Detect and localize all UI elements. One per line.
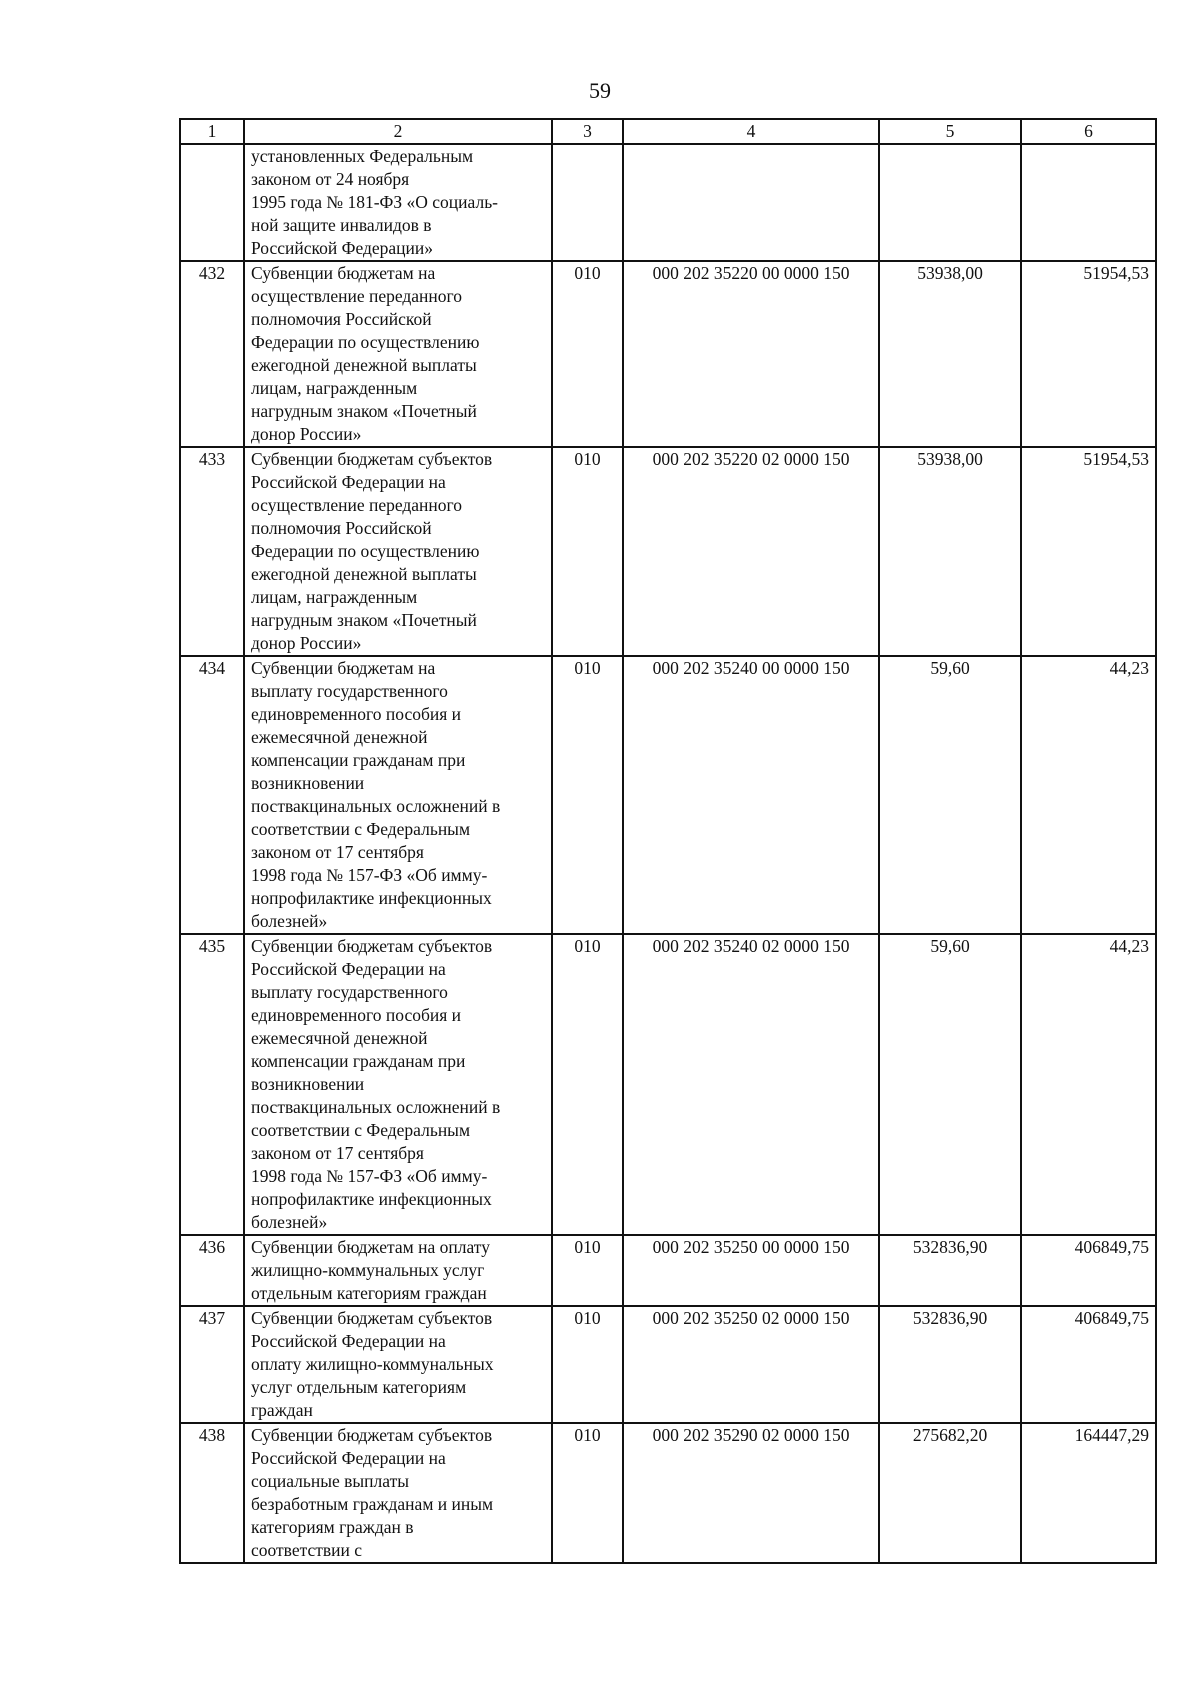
row-amount-2: 51954,53 [1021,447,1156,656]
column-header-6: 6 [1021,119,1156,144]
row-amount-2 [1021,144,1156,261]
table-row [180,144,1156,261]
row-number: 432 [180,261,244,447]
row-number: 435 [180,934,244,1235]
budget-table [179,118,1157,1564]
row-amount-2: 44,23 [1021,934,1156,1235]
row-description: Субвенции бюджетам субъектов Российской Федерации на оплату жилищно-коммунальных услуг отдельным категориям граждан [244,1306,552,1423]
page-number: 59 [589,78,611,103]
row-description: Субвенции бюджетам субъектов Российской Федерации на выплату государственного единовременного пособия и ежемесячной денежной компенсации гражданам при возникновении поствакцинальных осложнений в соответствии с Федеральным законом от 17 сентября 1998 года № 157-ФЗ «Об имму- нопрофилактике инфекционных болезней» [244,934,552,1235]
table-row [180,1423,1156,1563]
row-amount-1: 59,60 [879,934,1021,1235]
row-chapter: 010 [552,1306,623,1423]
row-chapter: 010 [552,1423,623,1563]
column-header-3: 3 [552,119,623,144]
table-row [180,261,1156,447]
row-amount-1: 53938,00 [879,447,1021,656]
table-row [180,1235,1156,1306]
row-number: 437 [180,1306,244,1423]
table-row [180,447,1156,656]
row-chapter: 010 [552,447,623,656]
row-code: 000 202 35290 02 0000 150 [623,1423,879,1563]
row-code: 000 202 35220 02 0000 150 [623,447,879,656]
row-number: 436 [180,1235,244,1306]
column-header-2: 2 [244,119,552,144]
row-description: Субвенции бюджетам субъектов Российской Федерации на социальные выплаты безработным гражданам и иным категориям граждан в соответствии с [244,1423,552,1563]
table-row [180,1306,1156,1423]
row-amount-2: 406849,75 [1021,1306,1156,1423]
row-number: 433 [180,447,244,656]
row-description: Субвенции бюджетам на осуществление переданного полномочия Российской Федерации по осуществлению ежегодной денежной выплаты лицам, награжденным нагрудным знаком «Почетный донор России» [244,261,552,447]
row-description: Субвенции бюджетам на выплату государственного единовременного пособия и ежемесячной денежной компенсации гражданам при возникновении поствакцинальных осложнений в соответствии с Федеральным законом от 17 сентября 1998 года № 157-ФЗ «Об имму- нопрофилактике инфекционных болезней» [244,656,552,934]
row-number [180,144,244,261]
row-amount-1: 59,60 [879,656,1021,934]
row-code: 000 202 35220 00 0000 150 [623,261,879,447]
row-description: Субвенции бюджетам на оплату жилищно-коммунальных услуг отдельным категориям граждан [244,1235,552,1306]
row-code: 000 202 35250 02 0000 150 [623,1306,879,1423]
row-amount-2: 44,23 [1021,656,1156,934]
row-description: установленных Федеральным законом от 24 ноября 1995 года № 181-ФЗ «О социаль- ной защите инвалидов в Российской Федерации» [244,144,552,261]
row-code: 000 202 35240 02 0000 150 [623,934,879,1235]
row-chapter [552,144,623,261]
row-code: 000 202 35240 00 0000 150 [623,656,879,934]
row-chapter: 010 [552,1235,623,1306]
column-header-1: 1 [180,119,244,144]
row-chapter: 010 [552,934,623,1235]
row-code: 000 202 35250 00 0000 150 [623,1235,879,1306]
table-row [180,934,1156,1235]
row-chapter: 010 [552,261,623,447]
row-amount-2: 51954,53 [1021,261,1156,447]
row-chapter: 010 [552,656,623,934]
row-amount-1: 532836,90 [879,1235,1021,1306]
row-amount-2: 406849,75 [1021,1235,1156,1306]
row-amount-1: 53938,00 [879,261,1021,447]
row-amount-1: 532836,90 [879,1306,1021,1423]
table-header-row [180,119,1156,144]
table-row [180,656,1156,934]
row-code [623,144,879,261]
column-header-5: 5 [879,119,1021,144]
column-header-4: 4 [623,119,879,144]
row-amount-1 [879,144,1021,261]
row-number: 434 [180,656,244,934]
row-description: Субвенции бюджетам субъектов Российской Федерации на осуществление переданного полномочия Российской Федерации по осуществлению ежегодной денежной выплаты лицам, награжденным нагрудным знаком «Почетный донор России» [244,447,552,656]
row-amount-2: 164447,29 [1021,1423,1156,1563]
row-amount-1: 275682,20 [879,1423,1021,1563]
row-number: 438 [180,1423,244,1563]
